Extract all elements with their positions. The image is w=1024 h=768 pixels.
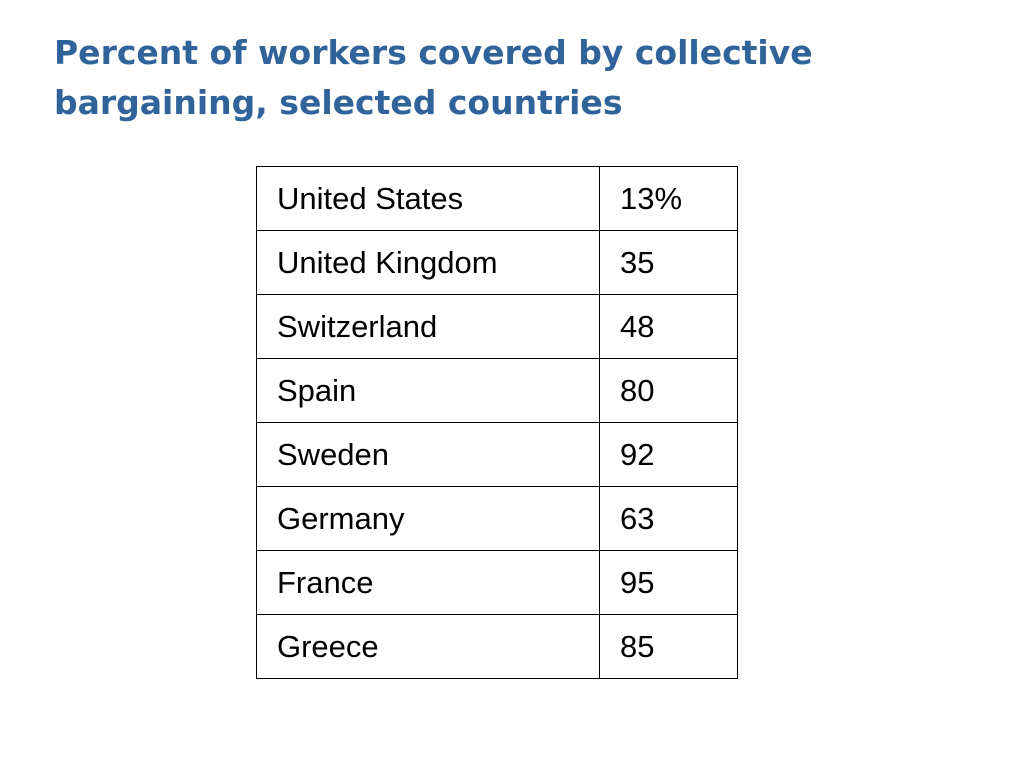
table-row (257, 423, 738, 487)
table-row (257, 551, 738, 615)
table-row (257, 487, 738, 551)
coverage-table (256, 166, 738, 679)
percent-cell: 80 (600, 359, 738, 423)
country-cell: Switzerland (257, 295, 600, 359)
country-cell: France (257, 551, 600, 615)
table-row (257, 295, 738, 359)
country-cell: Germany (257, 487, 600, 551)
percent-cell: 48 (600, 295, 738, 359)
table-row (257, 167, 738, 231)
table-row (257, 615, 738, 679)
slide-title-line-2: bargaining, selected countries (54, 83, 623, 122)
slide-title (54, 28, 954, 128)
percent-cell: 92 (600, 423, 738, 487)
country-cell: Greece (257, 615, 600, 679)
percent-cell: 85 (600, 615, 738, 679)
country-cell: Sweden (257, 423, 600, 487)
percent-cell: 13% (600, 167, 738, 231)
percent-cell: 95 (600, 551, 738, 615)
slide-title-line-1: Percent of workers covered by collective (54, 33, 813, 72)
table-row (257, 359, 738, 423)
percent-cell: 63 (600, 487, 738, 551)
country-cell: United States (257, 167, 600, 231)
percent-cell: 35 (600, 231, 738, 295)
country-cell: Spain (257, 359, 600, 423)
country-cell: United Kingdom (257, 231, 600, 295)
table-row (257, 231, 738, 295)
